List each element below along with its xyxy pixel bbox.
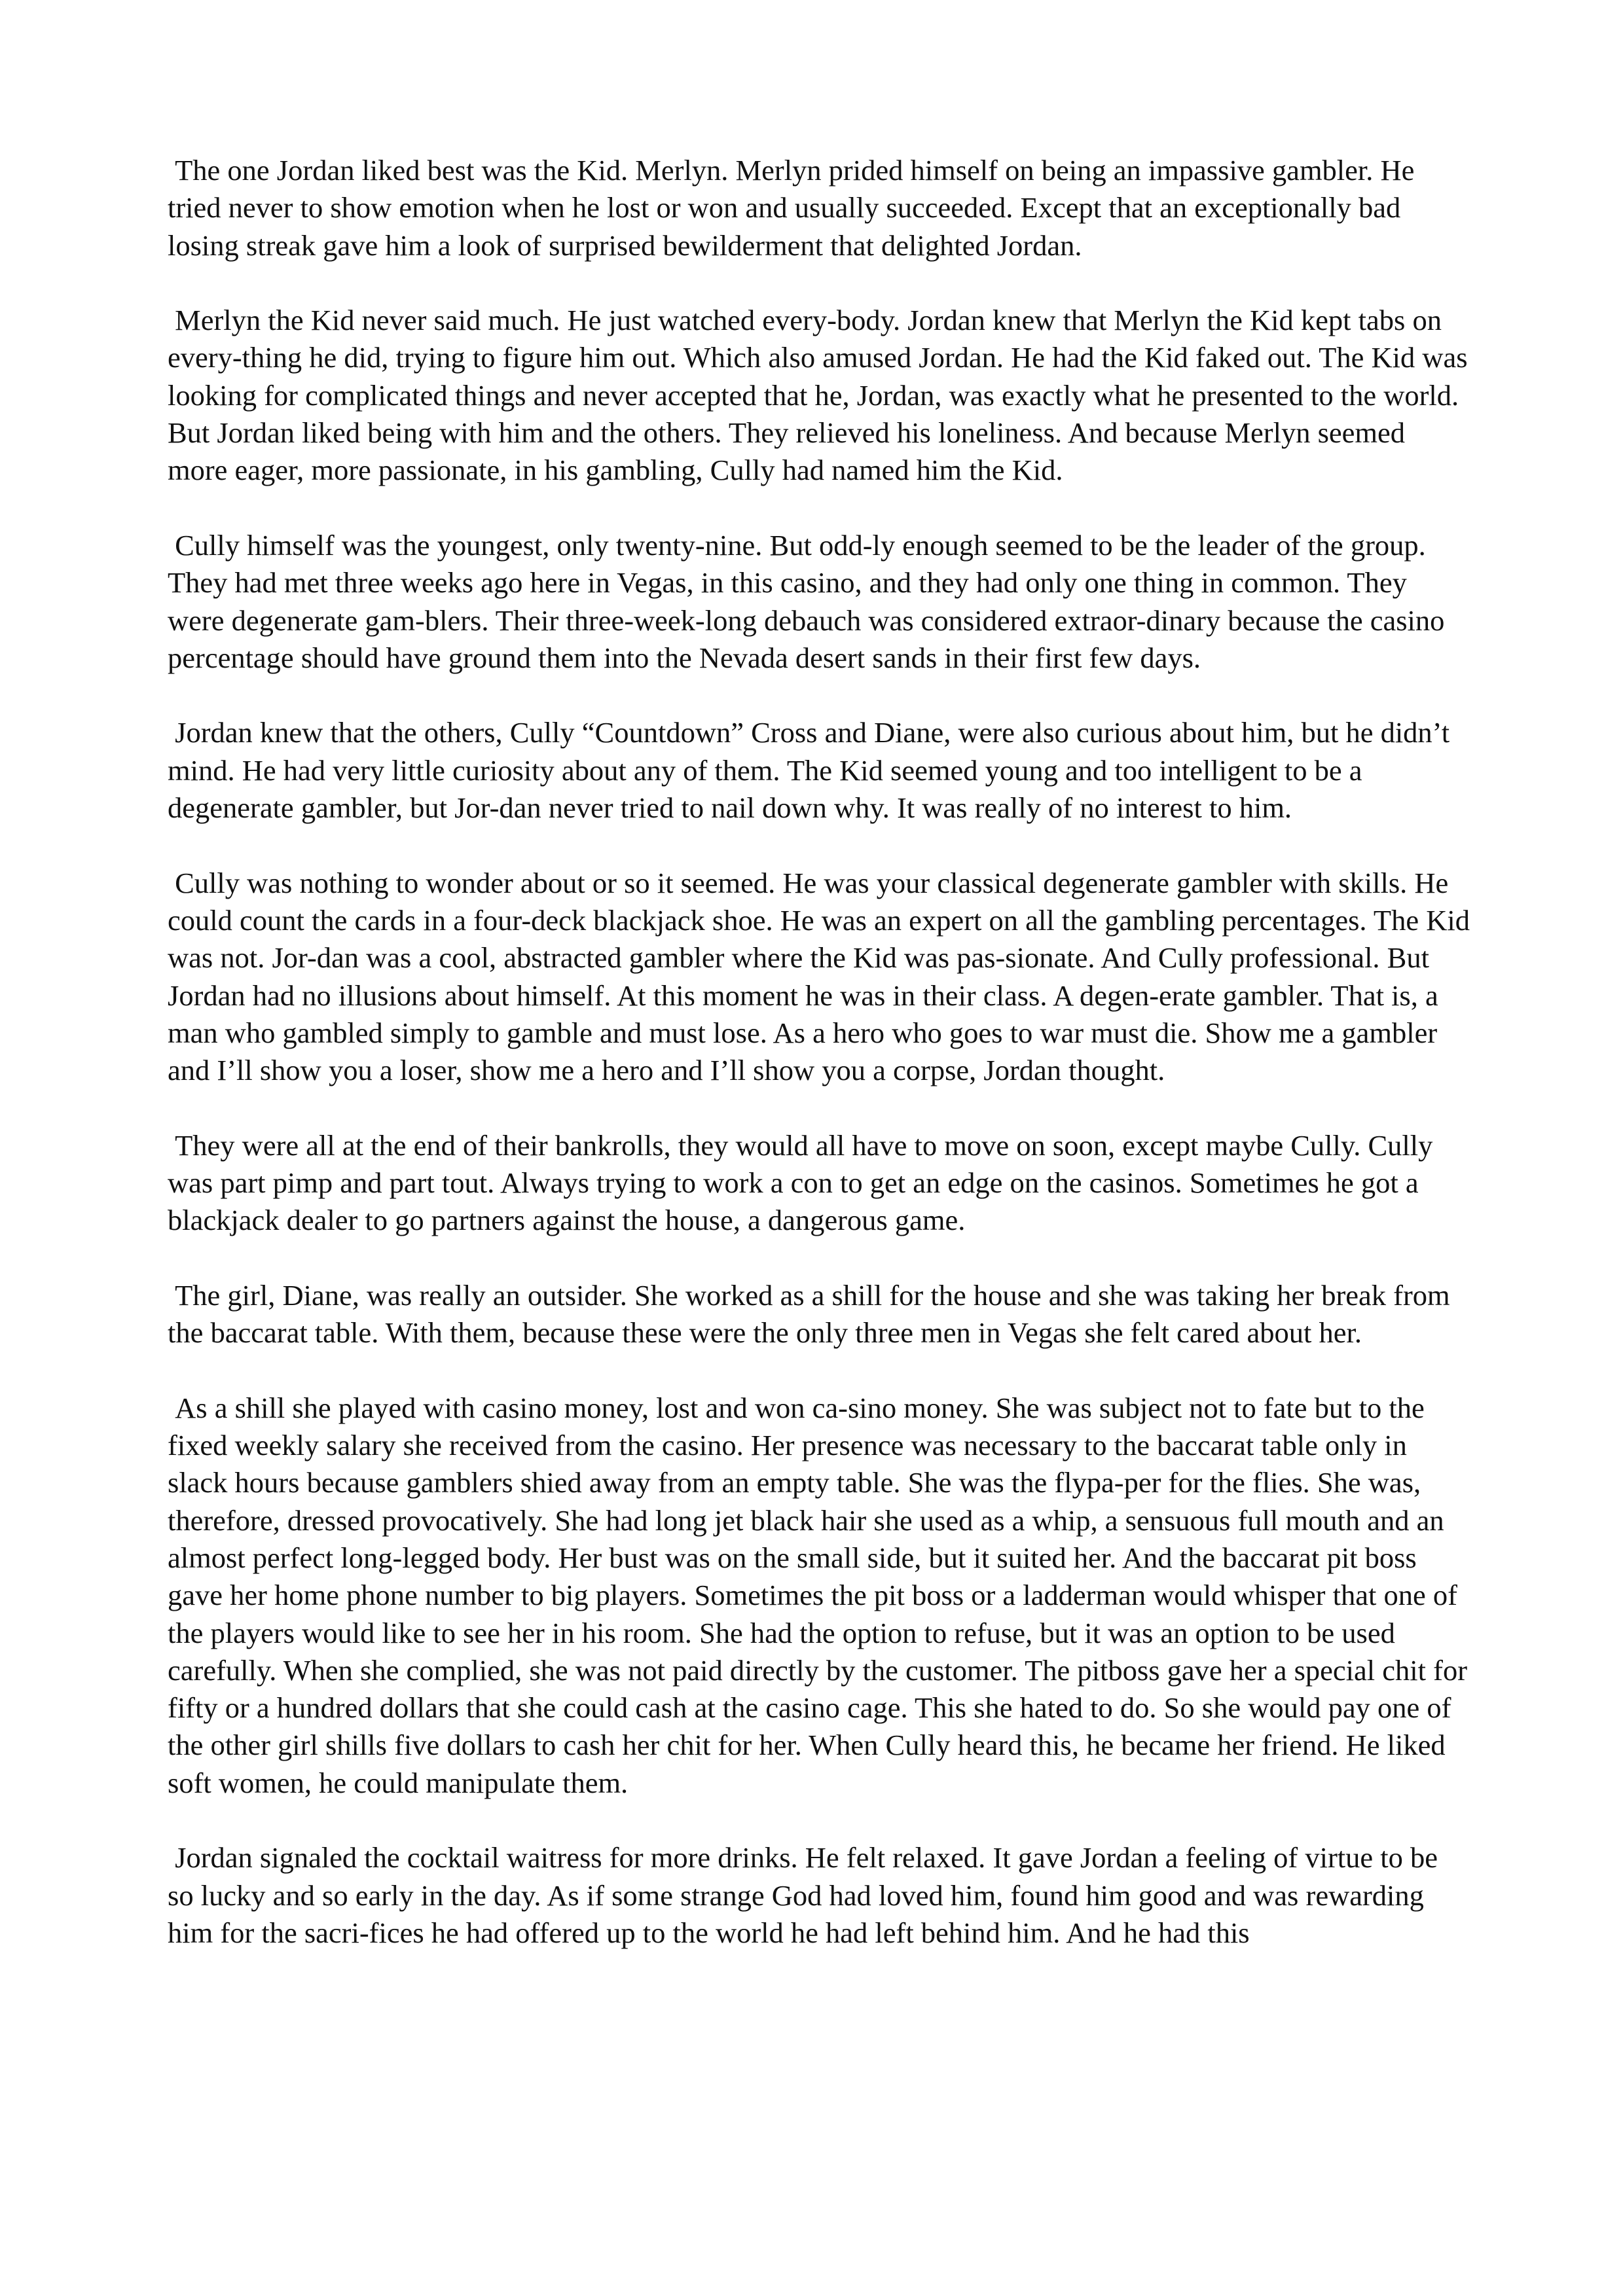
paragraph-3: Cully himself was the youngest, only twenty-nine. But odd-ly enough seemed to be the leader of the group. They had met three weeks ago here in Vegas, in this casino, and they had only one thing in common. They were degenerate gam-blers. Their three-week-long debauch was considered extraor-dinary because the casino percentage should have ground them into the Nevada desert sands in their first few days.	[168, 528, 1452, 674]
paragraph-2: Merlyn the Kid never said much. He just watched every-body. Jordan knew that Merlyn the Kid kept tabs on every-thing he did, trying to figure him out. Which also amused Jordan. He had the Kid faked out. The Kid was looking for complicated things and never accepted that he, Jordan, was exactly what he presented to the world. But Jordan liked being with him and the others. They relieved his loneliness. And because Merlyn seemed more eager, more passionate, in his gambling, Cully had named him the Kid.	[168, 304, 1475, 487]
body-text	[168, 152, 1478, 1952]
paragraph-4: Jordan knew that the others, Cully “Countdown” Cross and Diane, were also curious about him, but he didn’t mind. He had very little curiosity about any of them. The Kid seemed young and too intelligent to be a degenerate gambler, but Jor-dan never tried to nail down why. It was really of no interest to him.	[168, 716, 1457, 825]
paragraph-6: They were all at the end of their bankrolls, they would all have to move on soon, except maybe Cully. Cully was part pimp and part tout. Always trying to work a con to get an edge on the casinos. Sometimes he got a blackjack dealer to go partners against the house, a dangerous game.	[168, 1128, 1440, 1237]
paragraph-8: As a shill she played with casino money, lost and won ca-sino money. She was subject not to fate but to the fixed weekly salary she received from the casino. Her presence was necessary to the baccarat table only in slack hours because gamblers shied away from an empty table. She was the flypa-per for the flies. She was, therefore, dressed provocatively. She had long jet black hair she used as a whip, a sensuous full mouth and an almost perfect long-legged body. Her bust was on the small side, but it suited her. And the baccarat pit boss gave her home phone number to big players. Sometimes the pit boss or a ladderman would whisper that one of the players would like to see her in his room. She had the option to refuse, but it was an option to be used carefully. When she complied, she was not paid directly by the customer. The pitboss gave her a special chit for fifty or a hundred dollars that she could cash at the casino cage. This she hated to do. So she would pay one of the other girl shills five dollars to cash her chit for her. When Cully heard this, he became her friend. He liked soft women, he could manipulate them.	[168, 1391, 1475, 1799]
paragraph-5: Cully was nothing to wonder about or so it seemed. He was your classical degenerate gambler with skills. He could count the cards in a four-deck blackjack shoe. He was an expert on all the gambling percentages. The Kid was not. Jor-dan was a cool, abstracted gambler where the Kid was pas-sionate. And Cully professional. But Jordan had no illusions about himself. At this moment he was in their class. A degen-erate gambler. That is, a man who gambled simply to gamble and must lose. As a hero who goes to war must die. Show me a gambler and I’ll show you a loser, show me a hero and I’ll show you a corpse, Jordan thought.	[168, 866, 1478, 1087]
paragraph-9: Jordan signaled the cocktail waitress for more drinks. He felt relaxed. It gave Jordan a feeling of virtue to be so lucky and so early in the day. As if some strange God had loved him, found him good and was rewarding him for the sacri-fices he had offered up to the world he had left behind him. And he had this	[168, 1841, 1446, 1949]
paragraph-1: The one Jordan liked best was the Kid. Merlyn. Merlyn prided himself on being an impassive gambler. He tried never to show emotion when he lost or won and usually succeeded. Except that an exceptionally bad losing streak gave him a look of surprised bewilderment that delighted Jordan.	[168, 154, 1422, 262]
paragraph-7: The girl, Diane, was really an outsider. She worked as a shill for the house and she was taking her break from the baccarat table. With them, because these were the only three men in Vegas she felt cared about her.	[168, 1278, 1457, 1350]
